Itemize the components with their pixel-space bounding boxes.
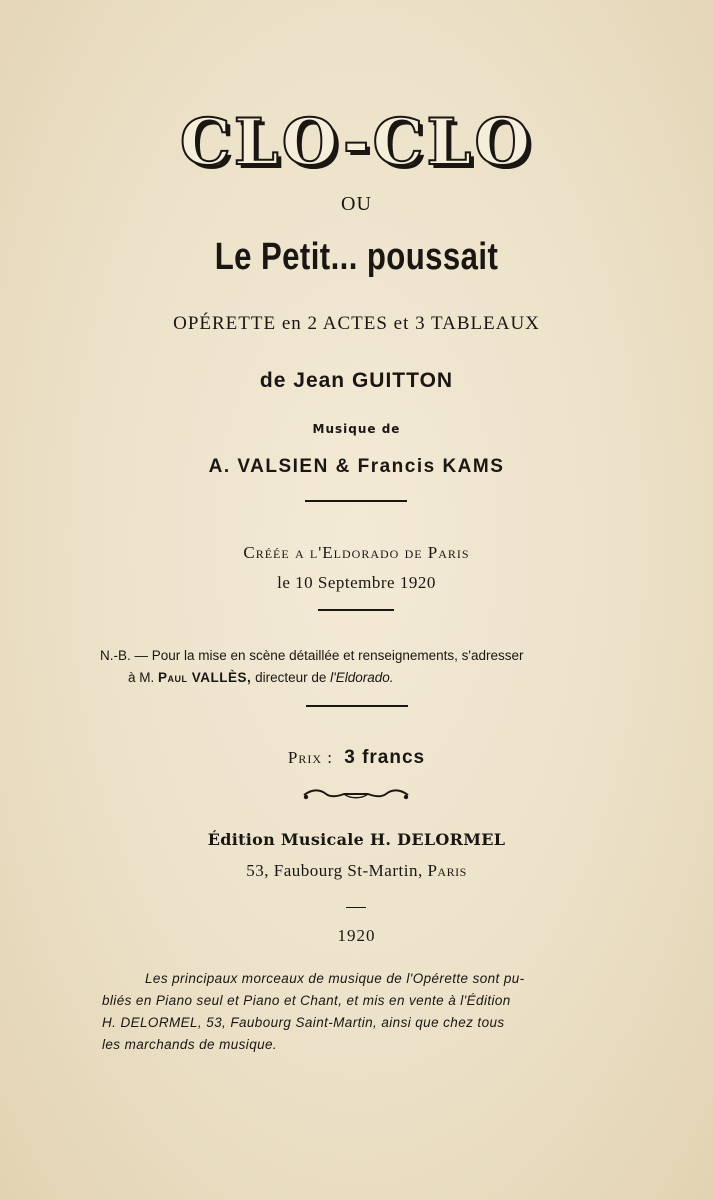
note-prefix: à M. — [128, 670, 155, 685]
composers-line: A. VALSIEN & Francis KAMS — [208, 456, 505, 477]
director-name: Paul VALLÈS, — [158, 670, 252, 685]
author-line: de Jean GUITTON — [259, 369, 454, 392]
conjunction: OU — [341, 193, 372, 215]
publisher-line: Édition Musicale H. DELORMEL — [207, 830, 506, 849]
price-value: 3 francs — [344, 747, 426, 768]
divider-rule — [305, 500, 407, 502]
note-line-1: N.-B. — Pour la mise en scène détaillée et renseignements, s'adresser — [100, 648, 524, 663]
main-title: CLO-CLO — [179, 105, 534, 180]
ornament-icon — [300, 785, 412, 805]
note-line-2 — [128, 667, 648, 688]
address-street: 53, Faubourg St-Martin, — [246, 861, 423, 880]
address-line — [0, 861, 713, 881]
address-city: Paris — [427, 861, 467, 880]
premiere-line: Créée a l'Eldorado de Paris — [243, 543, 470, 562]
premiere-date: le 10 Septembre 1920 — [277, 573, 436, 592]
note-mid: directeur de — [255, 670, 327, 685]
price-line — [0, 747, 713, 769]
venue-name: l'Eldorado. — [330, 670, 394, 685]
year-line: 1920 — [337, 926, 376, 945]
genre-line: OPÉRETTE en 2 ACTES et 3 TABLEAUX — [173, 313, 540, 334]
price-label: Prix : — [287, 748, 333, 767]
subtitle: Le Petit... poussait — [214, 236, 499, 278]
footer-line-2: bliés en Piano seul et Piano et Chant, et mis en vente à l'Édition — [102, 993, 511, 1008]
footer-line-1: Les principaux morceaux de musique de l'Opérette sont pu- — [145, 971, 525, 986]
music-label: Musique de — [312, 422, 401, 436]
small-dash — [346, 907, 366, 908]
footer-line-4: les marchands de musique. — [102, 1037, 278, 1052]
divider-rule — [318, 609, 394, 611]
footer-line-3: H. DELORMEL, 53, Faubourg Saint-Martin, ainsi que chez tous — [102, 1015, 505, 1030]
divider-rule — [306, 705, 408, 707]
